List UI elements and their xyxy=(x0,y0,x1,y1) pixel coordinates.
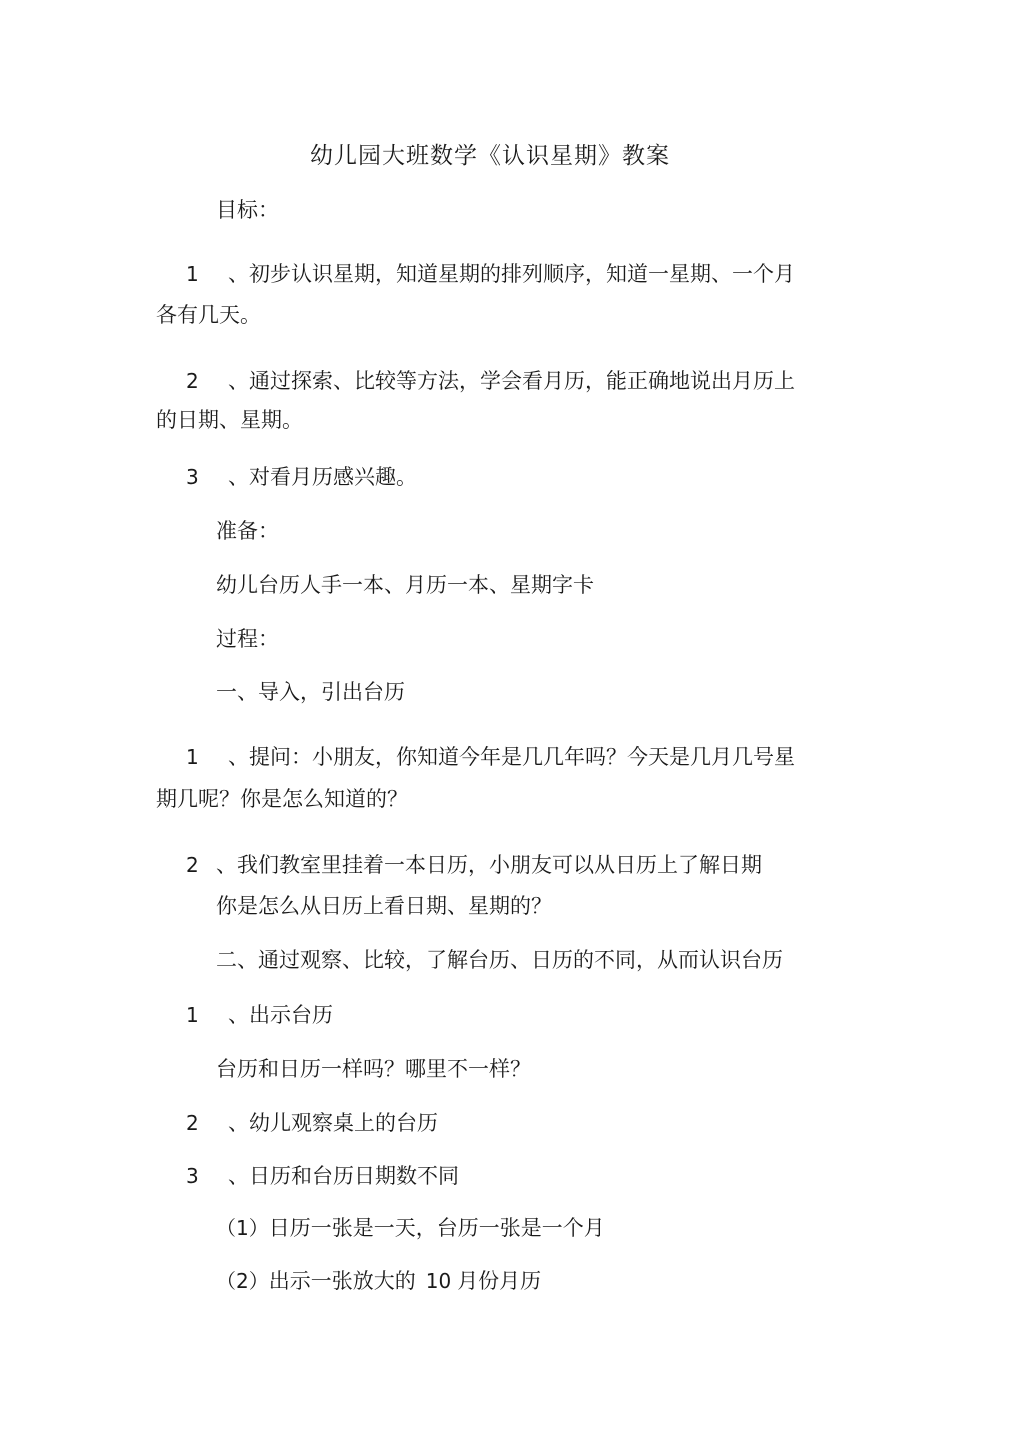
goal-item-3-number: 3 xyxy=(186,465,199,489)
section-1-item-2 xyxy=(186,850,762,880)
section-2-item-1-number: 1 xyxy=(186,1003,199,1027)
goal-item-2 xyxy=(186,366,795,396)
section-1-item-1-continued: 期几呢？你是怎么知道的？ xyxy=(156,787,408,811)
sub-item-1-text: 日历一张是一天，台历一张是一个月 xyxy=(268,1216,605,1240)
goal-item-1-text: 、初步认识星期，知道星期的排列顺序，知道一星期、一个月 xyxy=(228,262,795,286)
section-2-item-1-detail: 台历和日历一样吗？哪里不一样？ xyxy=(216,1057,531,1081)
goal-heading: 目标： xyxy=(216,198,279,222)
section-2-item-1 xyxy=(186,1000,333,1030)
prep-text: 幼儿台历人手一本、月历一本、星期字卡 xyxy=(216,573,594,597)
sub-item-1-number: （1） xyxy=(216,1216,269,1240)
section-1-item-1-text: 、提问：小朋友，你知道今年是几几年吗？今天是几月几号星 xyxy=(228,745,795,769)
goal-item-1-continued: 各有几天。 xyxy=(156,303,261,327)
section-2-item-3 xyxy=(186,1161,459,1191)
section-2-heading: 二、通过观察、比较，了解台历、日历的不同，从而认识台历 xyxy=(216,948,783,972)
prep-heading: 准备： xyxy=(216,519,279,543)
document-title: 幼儿园大班数学《认识星期》教案 xyxy=(310,143,670,169)
section-1-item-2-text: 、我们教室里挂着一本日历，小朋友可以从日历上了解日期 xyxy=(216,853,762,877)
sub-item-1 xyxy=(216,1213,605,1243)
goal-item-3 xyxy=(186,462,417,492)
section-1-item-2-number: 2 xyxy=(186,853,199,877)
section-2-item-2 xyxy=(186,1108,438,1138)
goal-item-3-text: 、对看月历感兴趣。 xyxy=(228,465,417,489)
goal-item-2-text: 、通过探索、比较等方法，学会看月历，能正确地说出月历上 xyxy=(228,369,795,393)
section-2-item-2-number: 2 xyxy=(186,1111,199,1135)
sub-item-2-month-number: 10 xyxy=(425,1269,452,1293)
section-1-item-1-number: 1 xyxy=(186,745,199,769)
section-2-item-2-text: 、幼儿观察桌上的台历 xyxy=(228,1111,438,1135)
sub-item-2 xyxy=(216,1266,541,1296)
goal-item-2-continued: 的日期、星期。 xyxy=(156,408,303,432)
section-1-item-2-continued: 你是怎么从日历上看日期、星期的？ xyxy=(216,894,552,918)
sub-item-2-number: （2） xyxy=(216,1269,269,1293)
sub-item-2-text: 出示一张放大的 xyxy=(268,1269,416,1293)
section-2-item-1-text: 、出示台历 xyxy=(228,1003,333,1027)
process-heading: 过程： xyxy=(216,627,279,651)
goal-item-1-number: 1 xyxy=(186,262,199,286)
goal-item-1 xyxy=(186,259,795,289)
section-2-item-3-number: 3 xyxy=(186,1164,199,1188)
section-2-item-3-text: 、日历和台历日期数不同 xyxy=(228,1164,459,1188)
section-1-item-1 xyxy=(186,742,795,772)
goal-item-2-number: 2 xyxy=(186,369,199,393)
sub-item-2-text-end: 月份月历 xyxy=(457,1269,542,1293)
section-1-heading: 一、导入，引出台历 xyxy=(216,680,405,704)
